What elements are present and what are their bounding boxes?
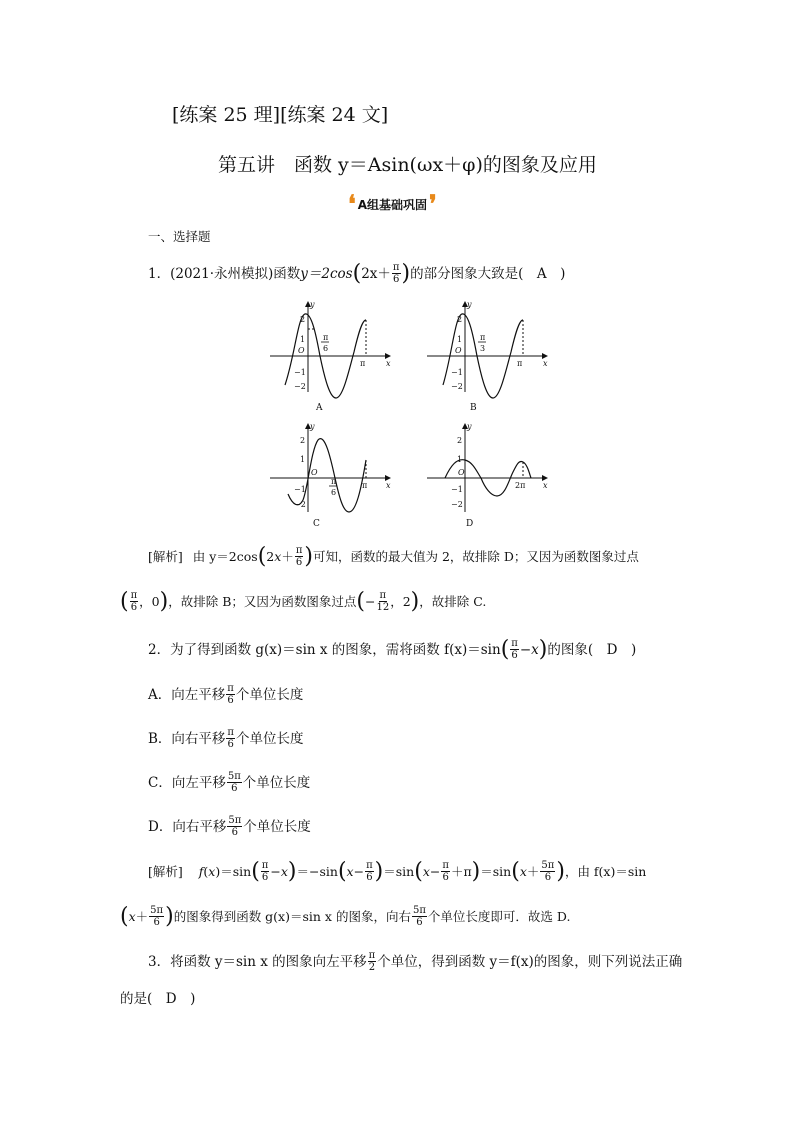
question-3 [148, 950, 682, 973]
svg-text:π: π [360, 359, 366, 368]
q1-solution-line-1 [148, 545, 639, 568]
svg-text:−2: −2 [451, 382, 463, 391]
paren: ( [511, 858, 520, 884]
svg-text:π: π [517, 359, 523, 368]
paren: ) [538, 636, 548, 662]
svg-text:π: π [331, 477, 337, 486]
svg-text:−1: −1 [294, 485, 306, 494]
svg-text:−2: −2 [451, 500, 463, 509]
fraction: $\frac{5\pi}{6}$ [412, 905, 426, 928]
svg-text:x: x [386, 481, 391, 490]
paren: ( [120, 903, 129, 929]
quote-left-icon: ❛ [348, 189, 356, 218]
q1-sol-text: 可知，函数的最大值为 2，故排除 D；又因为函数图象过点 [313, 548, 639, 564]
fraction: $\frac{\pi}{6}$ [295, 545, 303, 568]
paren: ( [352, 260, 362, 286]
svg-text:y: y [467, 422, 472, 431]
fraction: $\frac{5\pi}{6}$ [150, 905, 164, 928]
paren: ( [251, 858, 260, 884]
svg-text:O: O [298, 346, 305, 355]
fraction: $\frac{\pi}{6}$ [227, 727, 234, 750]
fraction: $\frac{\pi}{2}$ [368, 950, 376, 973]
svg-text:1: 1 [300, 335, 306, 344]
option-tail: 个单位长度 [235, 686, 304, 703]
graph-b [427, 302, 547, 398]
q1-sol-inner: 2x＋ [266, 548, 294, 564]
math-expr: ＝sin [480, 863, 512, 879]
q1-sol-text: 由 y＝2cos [192, 548, 258, 564]
svg-text:x: x [543, 359, 548, 368]
q1-solution-line-2 [120, 590, 486, 613]
svg-text:C: C [313, 519, 320, 529]
fraction: $\frac{\pi}{6}$ [227, 683, 234, 706]
point-value: ，2 [390, 593, 411, 609]
svg-text:−1: −1 [451, 368, 463, 377]
group-badge [348, 189, 437, 218]
q1-prefix: 1．(2021·永州模拟)函数 [148, 265, 301, 282]
svg-text:6: 6 [331, 488, 337, 497]
math-expr: −x [270, 863, 288, 879]
option-label: B．向右平移 [148, 730, 226, 747]
fraction: $\frac{5\pi}{6}$ [227, 771, 241, 794]
paren: ) [401, 260, 411, 286]
q2-sol-text: 的图象得到函数 g(x)＝sin x 的图象，向右 [173, 908, 411, 924]
solution-tag: [解析] [148, 548, 183, 564]
svg-text:A: A [316, 403, 323, 413]
svg-text:1: 1 [457, 335, 463, 344]
svg-text:π: π [323, 333, 329, 342]
q2-suffix: 的图象( D ) [547, 641, 637, 658]
q1-sol-text: ，故排除 B；又因为函数图象过点 [168, 593, 357, 609]
svg-text:x: x [386, 359, 391, 368]
question-1 [148, 262, 565, 285]
fraction: $\frac{\pi}{6}$ [392, 262, 400, 285]
svg-text:B: B [470, 403, 477, 413]
svg-text:π: π [480, 333, 486, 342]
paren: ( [414, 858, 423, 884]
fraction: $\frac{\pi}{6}$ [261, 860, 269, 883]
q2-prefix: 2．为了得到函数 g(x)＝sin x 的图象，需将函数 f(x)＝sin [148, 641, 501, 658]
paren: ( [356, 588, 365, 614]
q2-sol-text: ，由 f(x)＝sin [564, 863, 647, 879]
svg-text:2: 2 [457, 315, 463, 324]
question-2 [148, 638, 636, 661]
fraction: $\frac{\pi}{6}$ [366, 860, 373, 883]
svg-text:D: D [466, 519, 474, 529]
paren: ) [159, 588, 169, 614]
paren: ( [257, 543, 267, 569]
paren: ( [500, 636, 510, 662]
point-value: ，0 [139, 593, 160, 609]
q2-solution-line-1 [148, 860, 646, 883]
svg-text:1: 1 [457, 455, 463, 464]
q3-text: 3．将函数 y＝sin x 的图象向左平移 [148, 953, 367, 970]
quote-right-icon: ❜ [429, 189, 437, 218]
svg-text:y: y [310, 422, 315, 431]
option-tail: 个单位长度 [242, 774, 311, 791]
graph-d-labels [451, 422, 548, 529]
option-a[interactable] [148, 683, 303, 706]
fraction: $\frac{\pi}{6}$ [130, 590, 138, 613]
graph-d [427, 424, 547, 512]
q1-suffix: 的部分图象大致是( A ) [410, 265, 566, 282]
point-sign: − [364, 593, 376, 609]
option-tail: 个单位长度 [236, 730, 304, 747]
svg-text:O: O [311, 468, 318, 477]
solution-tag: [解析] [148, 863, 183, 879]
q1-inner: 2x＋ [361, 265, 391, 282]
fraction: $\frac{\pi}{12}$ [376, 590, 390, 613]
math-expr: ＝sin [383, 863, 415, 879]
svg-text:π: π [362, 481, 368, 490]
option-d[interactable] [148, 815, 311, 838]
fraction: $\frac{\pi}{6}$ [511, 638, 518, 661]
q2-solution-line-2 [120, 905, 570, 928]
svg-text:x: x [543, 481, 548, 490]
option-c[interactable] [148, 771, 310, 794]
paren: ) [165, 903, 174, 929]
svg-text:y: y [310, 300, 315, 309]
graphs-figure [265, 300, 555, 530]
fraction: $\frac{\pi}{6}$ [442, 860, 449, 883]
svg-text:O: O [455, 346, 462, 355]
fraction: $\frac{5\pi}{6}$ [541, 860, 555, 883]
svg-text:6: 6 [323, 344, 329, 353]
q1-func: y＝2cos [300, 265, 353, 282]
graph-a [270, 302, 390, 398]
svg-text:2π: 2π [515, 481, 526, 490]
math-expr: x− [346, 863, 365, 879]
math-expr: x＋ [128, 908, 149, 924]
svg-text:2: 2 [457, 436, 463, 445]
q1-sol-text: ，故排除 C. [419, 593, 487, 609]
exercise-tag: [练案 25 理][练案 24 文] [172, 104, 389, 126]
svg-text:−2: −2 [294, 500, 306, 509]
paren: ( [120, 588, 129, 614]
svg-text:y: y [467, 300, 472, 309]
q2-sol-text: 个单位长度即可．故选 D. [427, 908, 571, 924]
graph-c [270, 424, 390, 512]
fraction: $\frac{5\pi}{6}$ [228, 815, 242, 838]
section-heading: 一、选择题 [148, 229, 211, 244]
group-badge-label: A组基础巩固 [357, 197, 428, 212]
paren: ( [337, 858, 347, 884]
svg-text:2: 2 [300, 436, 306, 445]
paren: ) [410, 588, 420, 614]
paren: ) [471, 858, 481, 884]
option-label: A．向左平移 [148, 686, 226, 703]
paren: ) [287, 858, 297, 884]
option-label: D．向右平移 [148, 818, 227, 835]
paren: ) [374, 858, 384, 884]
math-expr: ＝−sin [296, 863, 338, 879]
option-tail: 个单位长度 [243, 818, 311, 835]
paren: ) [304, 543, 313, 569]
svg-text:1: 1 [300, 455, 306, 464]
question-3-line-2: 的是( D ) [120, 991, 196, 1007]
svg-text:2: 2 [300, 315, 306, 324]
math-expr: ＋π [450, 863, 472, 879]
svg-text:O: O [458, 468, 465, 477]
page-title: 第五讲 函数 y＝Asin(ωx＋φ)的图象及应用 [218, 154, 597, 176]
math-expr: f(x)＝sin [198, 863, 252, 879]
svg-text:3: 3 [480, 344, 486, 353]
q3-text: 个单位，得到函数 y＝f(x)的图象，则下列说法正确 [377, 953, 683, 970]
svg-text:−1: −1 [294, 368, 306, 377]
math-expr: x＋ [519, 863, 540, 879]
q2-inner: −x [519, 641, 539, 658]
svg-text:−1: −1 [451, 485, 463, 494]
svg-text:−2: −2 [294, 382, 306, 391]
option-b[interactable] [148, 727, 304, 750]
math-expr: x− [422, 863, 441, 879]
paren: ) [556, 858, 565, 884]
option-label: C．向左平移 [148, 774, 226, 791]
